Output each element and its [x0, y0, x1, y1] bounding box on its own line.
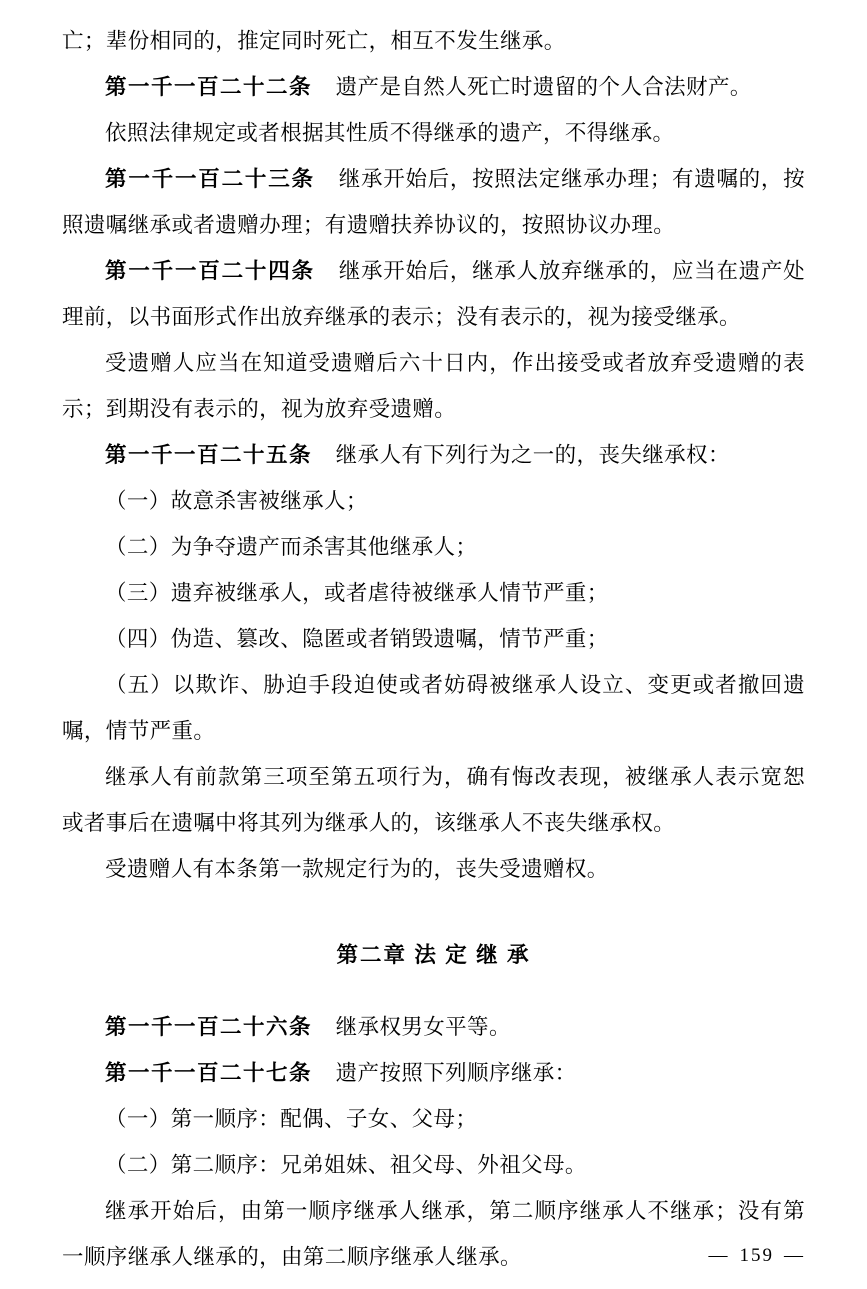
article-number: 第一千一百二十二条 [105, 75, 313, 99]
paragraph [62, 754, 805, 846]
article-text: 继承权男女平等。 [335, 1015, 511, 1039]
article-paragraph [62, 248, 805, 340]
article-paragraph [62, 432, 805, 478]
paragraph-text: 受遗赠人有本条第一款规定行为的，丧失受遗赠权。 [105, 857, 609, 881]
list-item [62, 478, 805, 524]
article-paragraph [62, 1050, 805, 1096]
article-number: 第一千一百二十七条 [105, 1061, 313, 1085]
paragraph [62, 846, 805, 892]
article-text: 遗产是自然人死亡时遗留的个人合法财产。 [335, 75, 752, 99]
article-text: 继承开始后，按照法定继承办理；有遗嘱的，按照遗嘱继承或者遗赠办理；有遗赠扶养协议的，按照协议办理。 [62, 167, 805, 237]
article-number: 第一千一百二十五条 [105, 443, 313, 467]
footer-dash-right: — [784, 1245, 805, 1266]
paragraph [62, 1188, 805, 1280]
chapter-heading-text: 第二章 法 定 继 承 [336, 943, 531, 967]
paragraph-text: 受遗赠人应当在知道受遗赠后六十日内，作出接受或者放弃受遗赠的表示；到期没有表示的，视为放弃受遗赠。 [62, 351, 805, 421]
page-footer [709, 1245, 806, 1267]
list-item-text: （三）遗弃被继承人，或者虐待被继承人情节严重； [105, 581, 609, 605]
chapter-heading [62, 932, 805, 978]
article-number: 第一千一百二十三条 [105, 167, 315, 191]
article-paragraph [62, 156, 805, 248]
paragraph-text: 亡；辈份相同的，推定同时死亡，相互不发生继承。 [62, 29, 566, 53]
article-text: 继承人有下列行为之一的，丧失继承权： [335, 443, 730, 467]
list-item [62, 616, 805, 662]
list-item [62, 524, 805, 570]
paragraph [62, 18, 805, 64]
list-item [62, 662, 805, 754]
list-item-text: （一）第一顺序：配偶、子女、父母； [105, 1107, 478, 1131]
list-item-text: （一）故意杀害被继承人； [105, 489, 368, 513]
paragraph [62, 110, 805, 156]
paragraph [62, 340, 805, 432]
article-number: 第一千一百二十四条 [105, 259, 315, 283]
paragraph-text: 继承开始后，由第一顺序继承人继承，第二顺序继承人不继承；没有第一顺序继承人继承的，由第二顺序继承人继承。 [62, 1199, 805, 1269]
footer-dash-left: — [708, 1245, 730, 1266]
list-item [62, 570, 805, 616]
article-number: 第一千一百二十六条 [105, 1015, 313, 1039]
list-item-text: （四）伪造、篡改、隐匿或者销毁遗嘱，情节严重； [105, 627, 609, 651]
article-paragraph [62, 1004, 805, 1050]
list-item [62, 1142, 805, 1188]
list-item [62, 1096, 805, 1142]
paragraph-text: 继承人有前款第三项至第五项行为，确有悔改表现，被继承人表示宽恕或者事后在遗嘱中将其列为继承人的，该继承人不丧失继承权。 [62, 765, 805, 835]
page-number: 159 [739, 1245, 774, 1266]
list-item-text: （五）以欺诈、胁迫手段迫使或者妨碍被继承人设立、变更或者撤回遗嘱，情节严重。 [62, 673, 805, 743]
list-item-text: （二）第二顺序：兄弟姐妹、祖父母、外祖父母。 [105, 1153, 587, 1177]
article-text: 遗产按照下列顺序继承： [335, 1061, 577, 1085]
article-text: 继承开始后，继承人放弃继承的，应当在遗产处理前，以书面形式作出放弃继承的表示；没有表示的，视为接受继承。 [62, 259, 805, 329]
article-paragraph [62, 64, 805, 110]
list-item-text: （二）为争夺遗产而杀害其他继承人； [105, 535, 478, 559]
paragraph-text: 依照法律规定或者根据其性质不得继承的遗产，不得继承。 [105, 121, 675, 145]
